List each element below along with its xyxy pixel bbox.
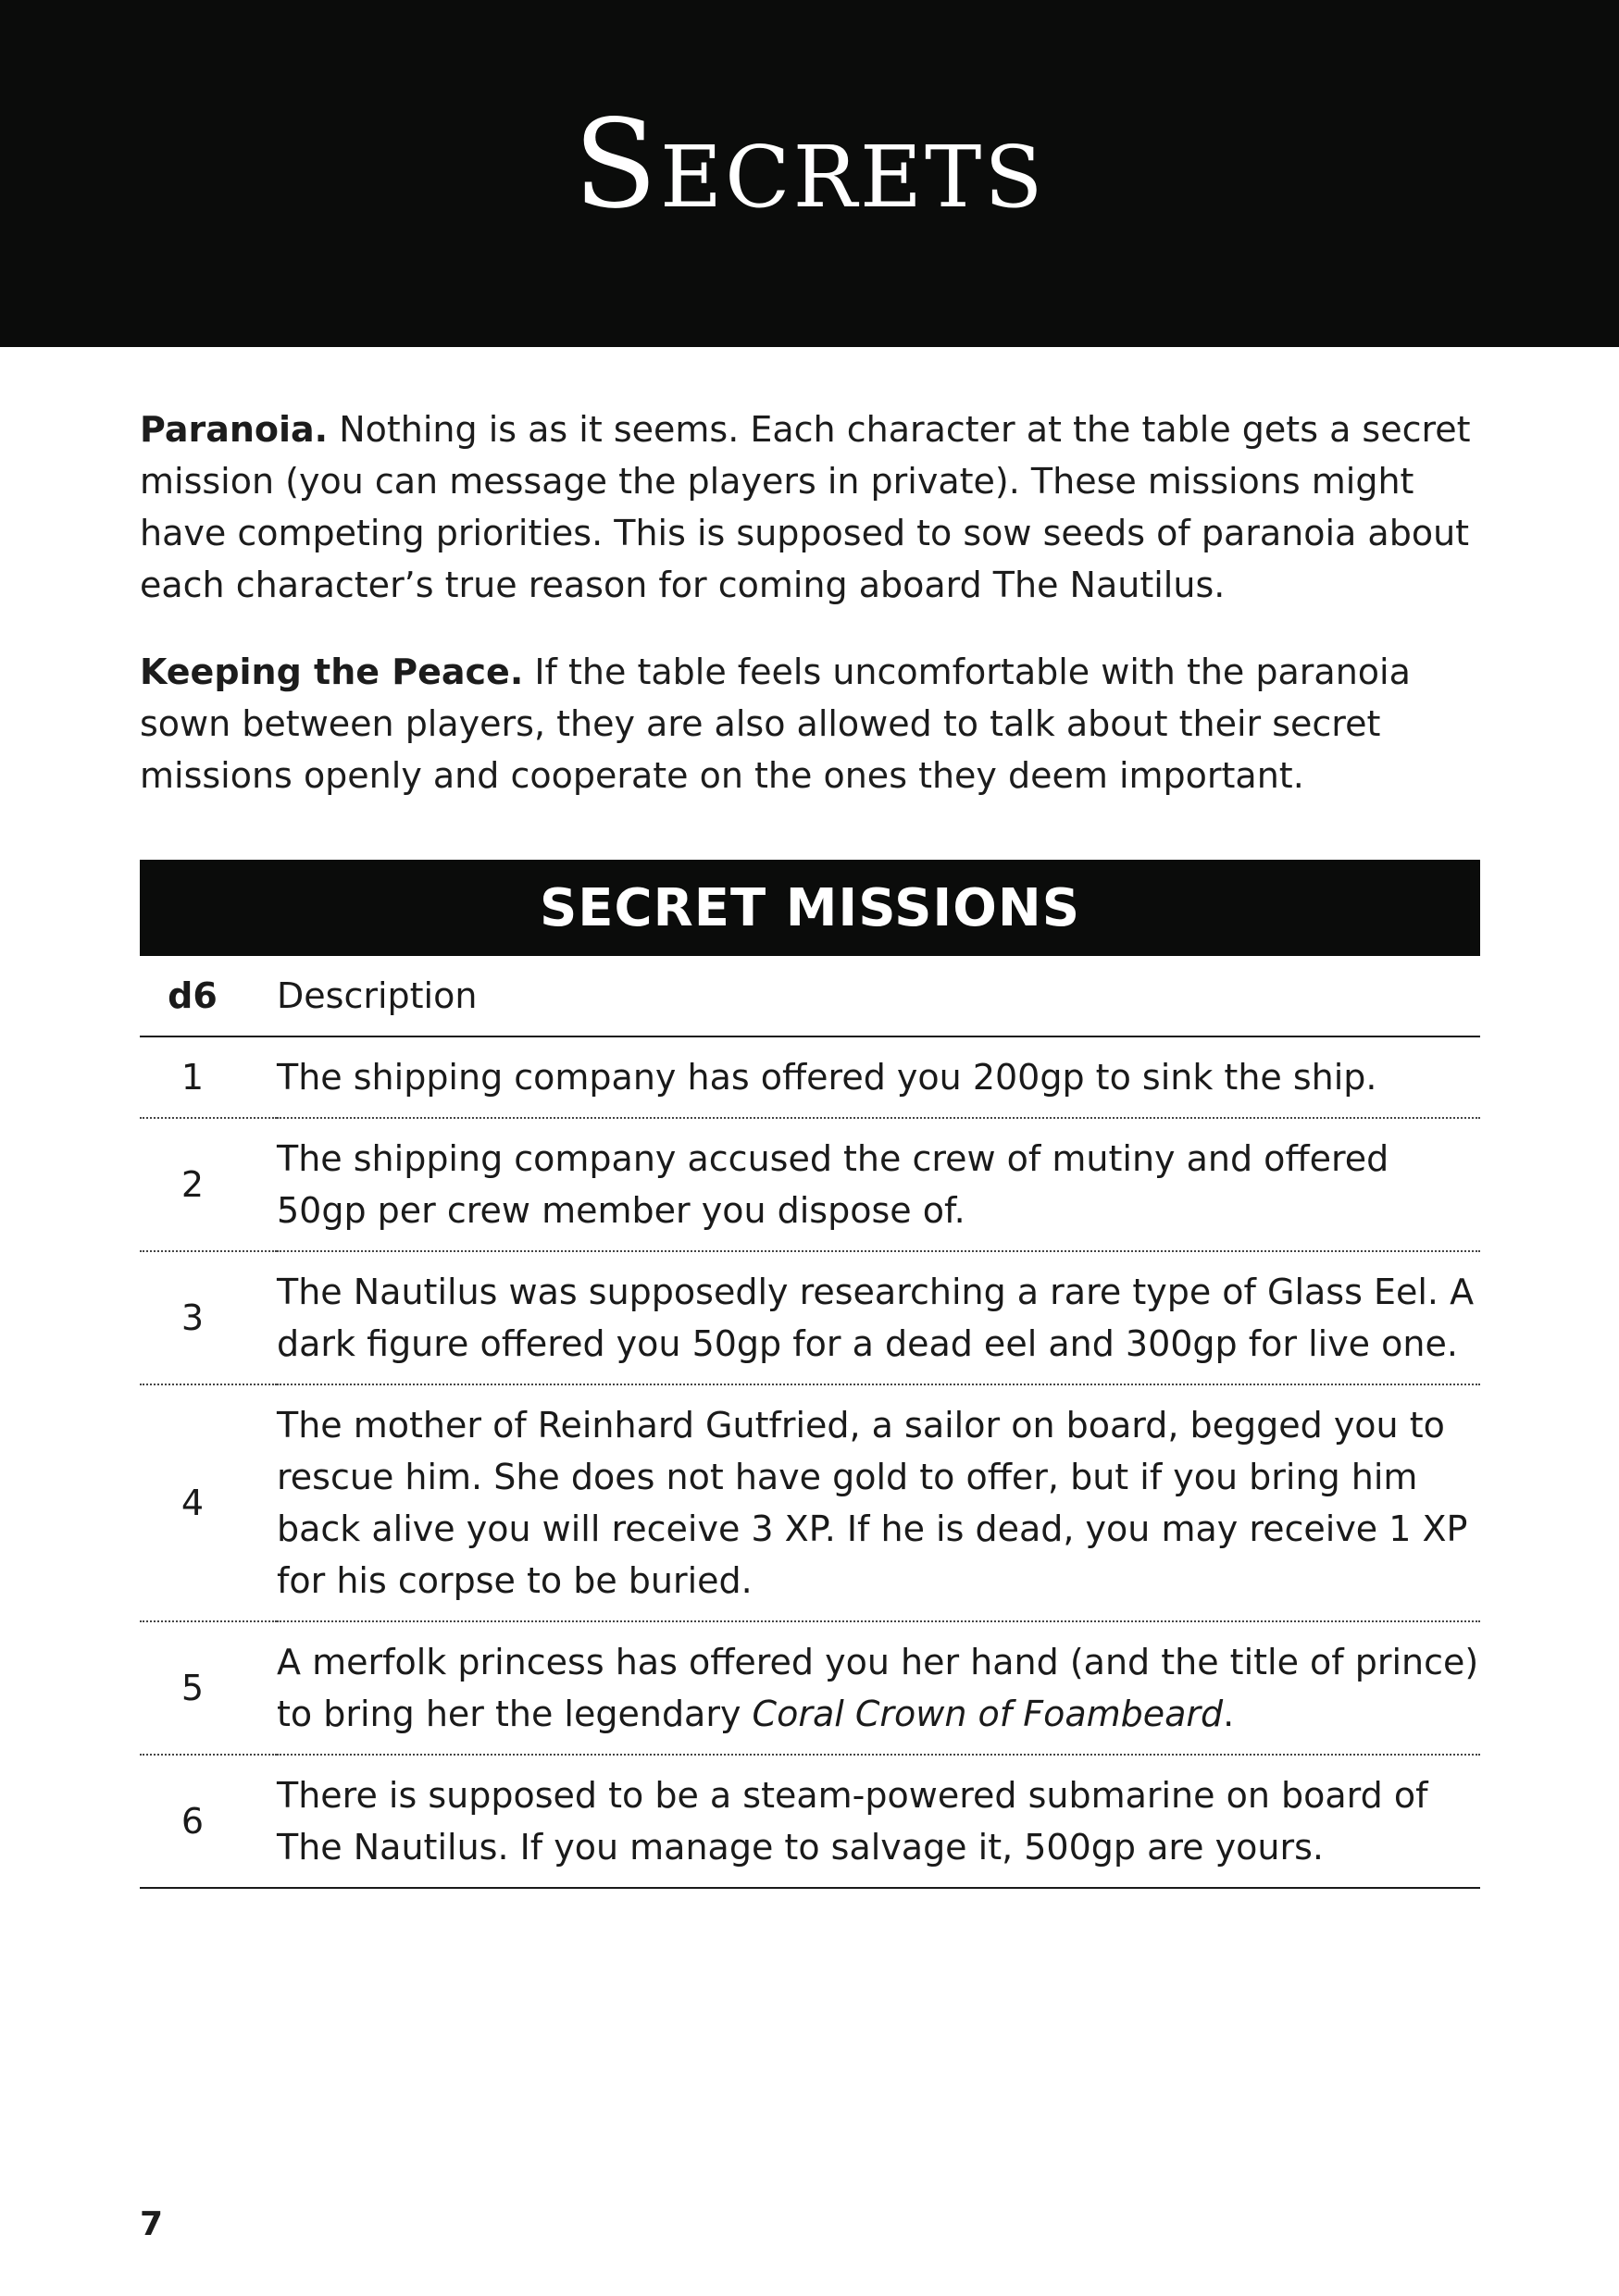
roll-cell: 3 [140,1251,277,1384]
secret-missions-table [140,956,1480,1889]
description-cell: The Nautilus was supposedly researching a rare type of Glass Eel. A dark figure offered you 50gp for a dead eel and 300gp for live one. [277,1251,1480,1384]
roll-cell: 2 [140,1118,277,1251]
description-cell [277,1621,1480,1755]
table-row [140,1384,1480,1621]
paragraph-lead: Keeping the Peace. [140,652,524,692]
table-title: SECRET MISSIONS [140,860,1480,956]
table-header-row [140,956,1480,1036]
header-band [0,0,1619,347]
roll-cell: 6 [140,1755,277,1888]
paragraph-keeping-the-peace [140,646,1480,801]
description-cell: The mother of Reinhard Gutfried, a sailor on board, begged you to rescue him. She does not have gold to offer, but if you bring him back alive you will receive 3 XP. If he is dead, you may receive 1 XP for his corpse to be buried. [277,1384,1480,1621]
description-cell: The shipping company accused the crew of mutiny and offered 50gp per crew member you dispose of. [277,1118,1480,1251]
secret-missions-table-block [140,860,1480,1889]
roll-cell: 4 [140,1384,277,1621]
description-cell: There is supposed to be a steam-powered submarine on board of The Nautilus. If you manage to salvage it, 500gp are yours. [277,1755,1480,1888]
table-row [140,1755,1480,1888]
description-cell: The shipping company has offered you 200gp to sink the ship. [277,1036,1480,1118]
table-row [140,1036,1480,1118]
column-header-d6: d6 [140,956,277,1036]
paragraph-lead: Paranoia. [140,409,329,450]
item-name-italic: Coral Crown of Foambeard [752,1694,1224,1734]
paragraph-paranoia [140,403,1480,611]
table-row [140,1621,1480,1755]
table-row [140,1118,1480,1251]
description-text: A merfolk princess has offered you her hand (and the title of prince) to bring her the legendary [277,1642,1479,1734]
paragraph-text: Nothing is as it seems. Each character at the table gets a secret mission (you can message the players in private). These missions might have competing priorities. This is supposed to sow seeds of paranoia about each character’s true reason for coming aboard The Nautilus. [140,409,1471,605]
table-row [140,1251,1480,1384]
page-title: Secrets [573,93,1046,236]
main-content [140,403,1480,1889]
paragraph-text: If the table feels uncomfortable with the paranoia sown between players, they are also allowed to talk about their secret missions openly and cooperate on the ones they deem important. [140,652,1411,796]
page-number: 7 [140,2205,164,2243]
roll-cell: 5 [140,1621,277,1755]
roll-cell: 1 [140,1036,277,1118]
column-header-description: Description [277,956,1480,1036]
description-text-end: . [1223,1694,1235,1734]
